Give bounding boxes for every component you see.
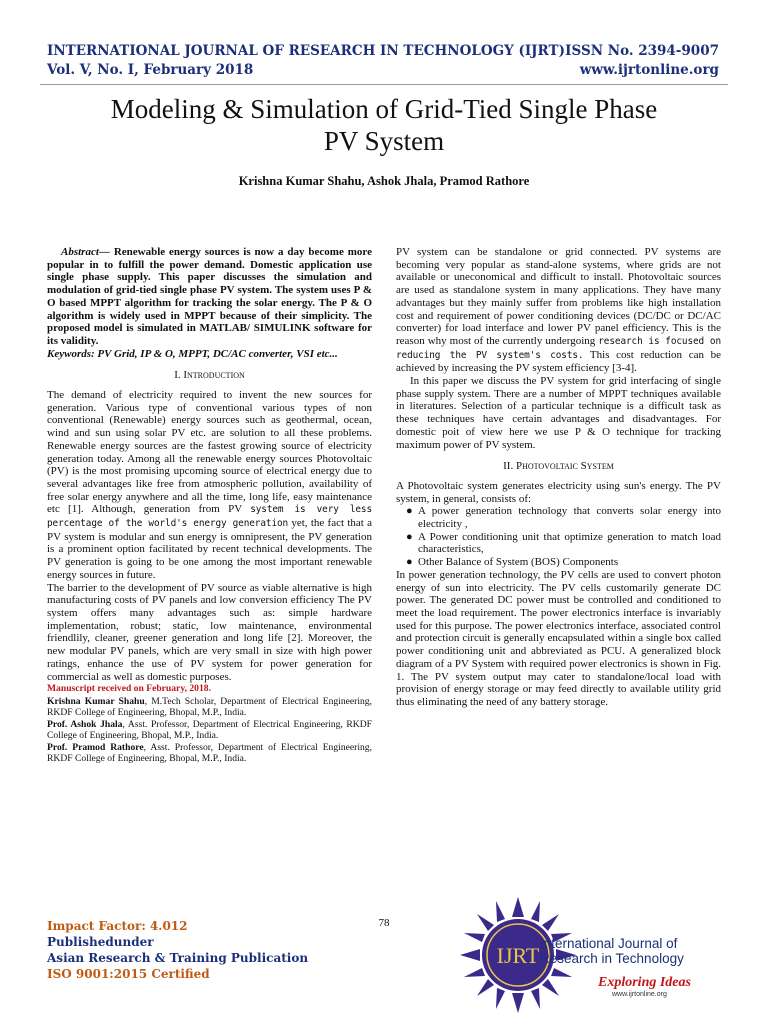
intro-p1-text-b: yet, the fact that a PV system is modular and sun energy is omnipresent, the PV generation is a prominent option facilitated by recent technical developments. The PV generation is going to be one among the most important renewable energy sources in future.	[47, 517, 372, 581]
footer-publication-info	[47, 918, 308, 982]
left-column	[47, 246, 372, 764]
journal-header	[47, 42, 565, 80]
iso-certification: ISO 9001:2015 Certified	[47, 967, 210, 981]
published-under: Publishedunder	[47, 935, 154, 949]
logo-name-line-2: Research in Technology	[540, 951, 684, 966]
list-item-text: A power generation technology that converts solar energy into electricity ,	[418, 505, 721, 531]
affiliation-1	[47, 696, 372, 719]
journal-website[interactable]: www.ijrtonline.org	[579, 62, 719, 78]
keywords: Keywords: PV Grid, IP & O, MPPT, DC/AC converter, VSI etc...	[47, 347, 338, 360]
right-paragraph-2: In this paper we discuss the PV system for grid interfacing of single phase supply system. There are a number of MPPT techniques available in literatures. Selection of a particular technique is a difficult task as these techniques have certain advantages and disadvantages. For domestic poit of view here we use P & O technique for tracking maximum power of PV system.	[396, 375, 721, 451]
manuscript-note: Manuscript received on February, 2018.	[47, 683, 211, 695]
list-item	[406, 556, 721, 569]
right-column	[396, 246, 721, 709]
bullet-icon: ●	[406, 505, 413, 518]
title-line-2: PV System	[323, 126, 445, 156]
list-item-text: A Power conditioning unit that optimize generation to match load characteristics,	[418, 530, 721, 556]
list-item-text: Other Balance of System (BOS) Components	[418, 556, 619, 569]
affiliation-name: Prof. Pramod Rathore	[47, 741, 144, 753]
issn-header	[565, 42, 719, 80]
journal-name: INTERNATIONAL JOURNAL OF RESEARCH IN TECHNOLOGY (IJRT)	[47, 43, 565, 59]
abstract	[47, 246, 372, 348]
intro-paragraph-1	[47, 389, 372, 582]
right-p1-text-a: PV system can be standalone or grid connected. PV systems are becoming very popular as stand-alone systems, where grids are not available or uneconomical and difficult to install. Photovoltaic sources are used as standalone system in many applications. They have many advantages but they mainly suffer from problems like high installation cost and requirement of power conditioning devices (DC/DC or DC/AC converter) for load interface and lower PV panel efficiency. This is the reason why most of the currently undergoing	[396, 246, 721, 347]
paper-title	[40, 93, 728, 157]
bullet-icon: ●	[406, 556, 413, 569]
right-p1-mono-text: research is focused on reducing the PV system's costs.	[396, 335, 721, 361]
title-line-1: Modeling & Simulation of Grid-Tied Single Phase	[110, 94, 658, 124]
affiliation-detail: , Asst. Professor, Department of Electrical Engineering, RKDF College of Engineering, Bhopal, M.P., India.	[47, 741, 372, 764]
logo-journal-name	[540, 936, 684, 966]
logo-name-line-1: International Journal of	[540, 936, 678, 951]
intro-p1-text-a: The demand of electricity required to invent the new sources for generation. Various type of conventional various types of non conventional (Renewable) energy sources such as geothermal, ocean, wind and sun using solar PV etc. are solution to all these problems. Renewable energy sources are the fastest growing source of electricity generation today. Among all the renewable energy sources Photovoltaic (PV) is the most promising upcoming source of electrical energy due to several advantages like free from atmospheric pollution, availability of free solar energy anywhere and all the time, long life, easy maintenance etc [1]. Although, generation from PV	[47, 389, 372, 516]
list-item	[406, 531, 721, 556]
volume-info: Vol. V, No. I, February 2018	[47, 62, 254, 78]
issn-number: ISSN No. 2394-9007	[565, 43, 719, 59]
affiliation-3	[47, 742, 372, 765]
header-divider	[40, 84, 728, 85]
impact-factor: Impact Factor: 4.012	[47, 919, 188, 933]
bullet-icon: ●	[406, 530, 413, 543]
logo-tagline: Exploring Ideas	[598, 975, 691, 990]
author-list: Krishna Kumar Shahu, Ashok Jhala, Pramod Rathore	[238, 174, 530, 188]
component-list	[406, 505, 721, 569]
affiliation-2	[47, 719, 372, 742]
abstract-lead: Abstract—	[61, 246, 110, 258]
affiliation-detail: , Asst. Professor, Department of Electrical Engineering, RKDF College of Engineering, Bhopal, M.P., India.	[47, 718, 372, 742]
logo-website: www.ijrtonline.org	[612, 991, 667, 998]
publisher-name: Asian Research & Training Publication	[47, 951, 309, 965]
right-paragraph-4: In power generation technology, the PV cells are used to convert photon energy of sun into electricity. The PV cells customarily generate DC power. The generated DC power must be controlled and conditioned to meet the load requirement. The power electronics interface is invariably used for this purpose. The power electronics interface, associated control and protection circuit is generally encapsulated within a single box called power conditioning unit and abbreviated as PCU. A generalized block diagram of a PV System with required power electronics is shown in Fig. 1. The PV system output may cater to standalone/local load with provision of energy storage or may feed directly to available utility grid thus eliminating the need of any battery storage.	[396, 568, 721, 708]
affiliation-detail: , M.Tech Scholar, Department of Electrical Engineering, RKDF College of Engineering, Bhopal, M.P., India.	[47, 695, 372, 719]
affiliation-name: Prof. Ashok Jhala	[47, 718, 123, 730]
right-paragraph-1	[396, 246, 721, 375]
page-number: 78	[378, 917, 390, 929]
list-item	[406, 505, 721, 530]
affiliation-name: Krishna Kumar Shahu	[47, 695, 145, 707]
right-p1-text-b: This cost reduction can be achieved by increasing the PV system efficiency [3-4].	[396, 348, 722, 375]
logo-abbr: IJRT	[496, 943, 540, 968]
intro-p1-mono-text: system is very less percentage of the world's energy generation	[47, 504, 373, 530]
abstract-text: Renewable energy sources is now a day become more popular in to fulfill the power demand. Domestic application use single phase supply. This paper discusses the simulation and modulation of grid-tied single phase PV system. The system uses P & O based MPPT algorithm for tracking the solar energy. The P & O algorithm is widely used in MPPT because of their simplicity. The proposed model is simulated in MATLAB/ SIMULINK software for its validity.	[47, 246, 372, 347]
section-heading-photovoltaic: II. Photovoltaic System	[503, 460, 614, 473]
right-paragraph-3: A Photovoltaic system generates electricity using sun's energy. The PV system, in general, consists of:	[396, 479, 721, 505]
section-heading-introduction: I. Introduction	[174, 369, 245, 382]
intro-paragraph-2: The barrier to the development of PV source as viable alternative is high manufacturing costs of PV panels and low conversion efficiency The PV system offers many advantages such as: simple hardware implementation, robust; static, low maintenance, environmental friendlily, cleaner, greener generation and long life [2]. Moreover, the new modular PV panels, which are very small in size with high power ratings, enhance the use of PV system for power generation for commercial as well as domestic purposes.	[47, 581, 372, 683]
